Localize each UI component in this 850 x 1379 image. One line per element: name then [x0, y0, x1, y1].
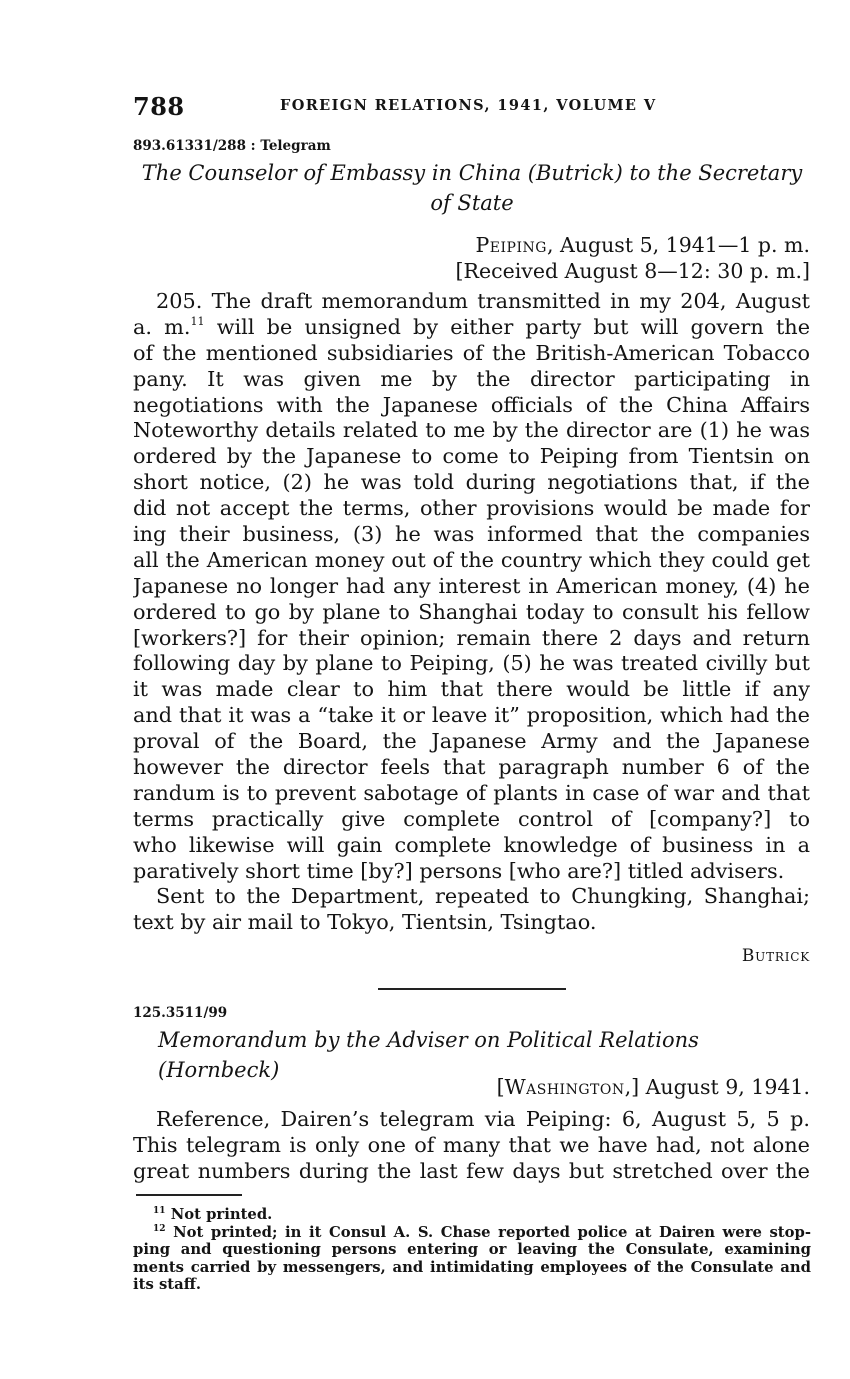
page-number: 788	[133, 92, 185, 121]
doc2-dateline-place: Washington	[504, 1075, 625, 1099]
doc1-body-line: short notice, (2) he was told during negotiations that, if the	[133, 470, 810, 495]
doc1-body-line: pany. It was given me by the director participating in	[133, 366, 810, 391]
doc1-body-line: negotiations with the Japanese officials of the China Affairs	[133, 392, 810, 417]
doc2-dateline-date: ,] August 9, 1941.	[624, 1075, 810, 1099]
footnote-12-line: its staff.	[133, 1276, 201, 1293]
doc1-title-line1: The Counselor of Embassy in China (Butrick) to the Secretary	[141, 161, 803, 185]
doc2-dateline: [Washington,] August 9, 1941.	[496, 1075, 810, 1099]
doc1-body	[133, 289, 810, 936]
doc1-title	[133, 158, 811, 218]
doc2-file-ref: 125.3511/99	[133, 1005, 228, 1021]
doc1-title-line2: of State	[430, 191, 514, 215]
doc1-body-line: did not accept the terms, other provisions would be made for	[133, 496, 810, 521]
doc1-body-line: [workers?] for their opinion; remain there 2 days and return	[133, 625, 810, 650]
doc1-file-ref: 893.61331/288 : Telegram	[133, 138, 331, 154]
doc1-body-line: following day by plane to Peiping, (5) he was treated civilly but	[133, 651, 810, 676]
doc1-body-line: ordered by the Japanese to come to Peiping from Tientsin on	[133, 444, 810, 469]
doc1-sent-line: Sent to the Department, repeated to Chungking, Shanghai;	[156, 884, 810, 909]
page-header	[133, 92, 811, 122]
doc2-body-line: great numbers during the last few days but stretched over the	[133, 1158, 810, 1183]
doc1-dateline-place: Peiping	[475, 233, 547, 257]
footnote-rule	[136, 1194, 242, 1196]
doc1-body-line: Japanese no longer had any interest in American money, (4) he	[133, 573, 810, 598]
doc1-dateline	[456, 232, 810, 284]
section-divider	[378, 988, 566, 990]
doc1-body-line: paratively short time [by?] persons [who are?] titled advisers.	[133, 858, 785, 883]
footnote-11: $^{11}$ Not printed.	[153, 1206, 273, 1223]
doc1-signature: Butrick	[741, 946, 810, 966]
doc1-body-line: all the American money out of the country which they could get	[133, 547, 810, 572]
doc2-title: Memorandum by the Adviser on Political Relations (Hornbeck)	[158, 1028, 699, 1082]
doc1-body-line: ing their business, (3) he was informed that the companies	[133, 522, 810, 547]
doc1-dateline-received: [Received August 8—12: 30 p. m.]	[455, 259, 810, 283]
doc1-body-line: Noteworthy details related to me by the director are (1) he was	[133, 418, 810, 443]
doc1-sent-line: text by air mail to Tokyo, Tientsin, Tsingtao.	[133, 910, 597, 935]
doc1-body-line: randum is to prevent sabotage of plants in case of war and that	[133, 780, 810, 805]
doc2-body	[133, 1107, 810, 1185]
doc1-body-line: proval of the Board, the Japanese Army and the Japanese	[133, 729, 810, 754]
doc1-body-line: of the mentioned subsidiaries of the British-American Tobacco	[133, 340, 810, 365]
doc1-body-line: ordered to go by plane to Shanghai today to consult his fellow	[133, 599, 810, 624]
footnote-12-line: $^{12}$ Not printed; in it Consul A. S. Chase reported police at Dairen were stop-	[153, 1223, 811, 1241]
footnote-12-line: ping and questioning persons entering or leaving the Consulate, examining	[133, 1241, 811, 1258]
doc1-dateline-date: , August 5, 1941—1 p. m.	[546, 233, 810, 257]
doc1-body-line: 205. The draft memorandum transmitted in my 204, August	[156, 289, 810, 313]
doc1-body-line: and that it was a “take it or leave it” proposition, which had the	[133, 703, 810, 728]
running-head: FOREIGN RELATIONS, 1941, VOLUME V	[280, 97, 657, 114]
doc1-body-line: a. m.$^{11}$ will be unsigned by either party but will govern the	[133, 314, 810, 339]
footnote-ref-11: 11	[190, 314, 205, 328]
footnotes	[133, 1206, 811, 1294]
doc2-body-line: This telegram is only one of many that we have had, not alone	[133, 1132, 810, 1157]
doc1-body-line: however the director feels that paragraph number 6 of the	[133, 755, 810, 780]
doc1-body-line: it was made clear to him that there would be little if any	[133, 677, 810, 702]
footnote-12-line: ments carried by messengers, and intimidating employees of the Consulate and	[133, 1258, 811, 1276]
doc1-body-line: who likewise will gain complete knowledge of business in a	[133, 832, 810, 857]
doc2-body-line: Reference, Dairen’s telegram via Peiping: 6, August 5, 5 p.	[156, 1107, 810, 1131]
doc1-dateline-sent	[456, 232, 810, 258]
doc1-body-line: terms practically give complete control of [company?] to	[133, 806, 810, 831]
